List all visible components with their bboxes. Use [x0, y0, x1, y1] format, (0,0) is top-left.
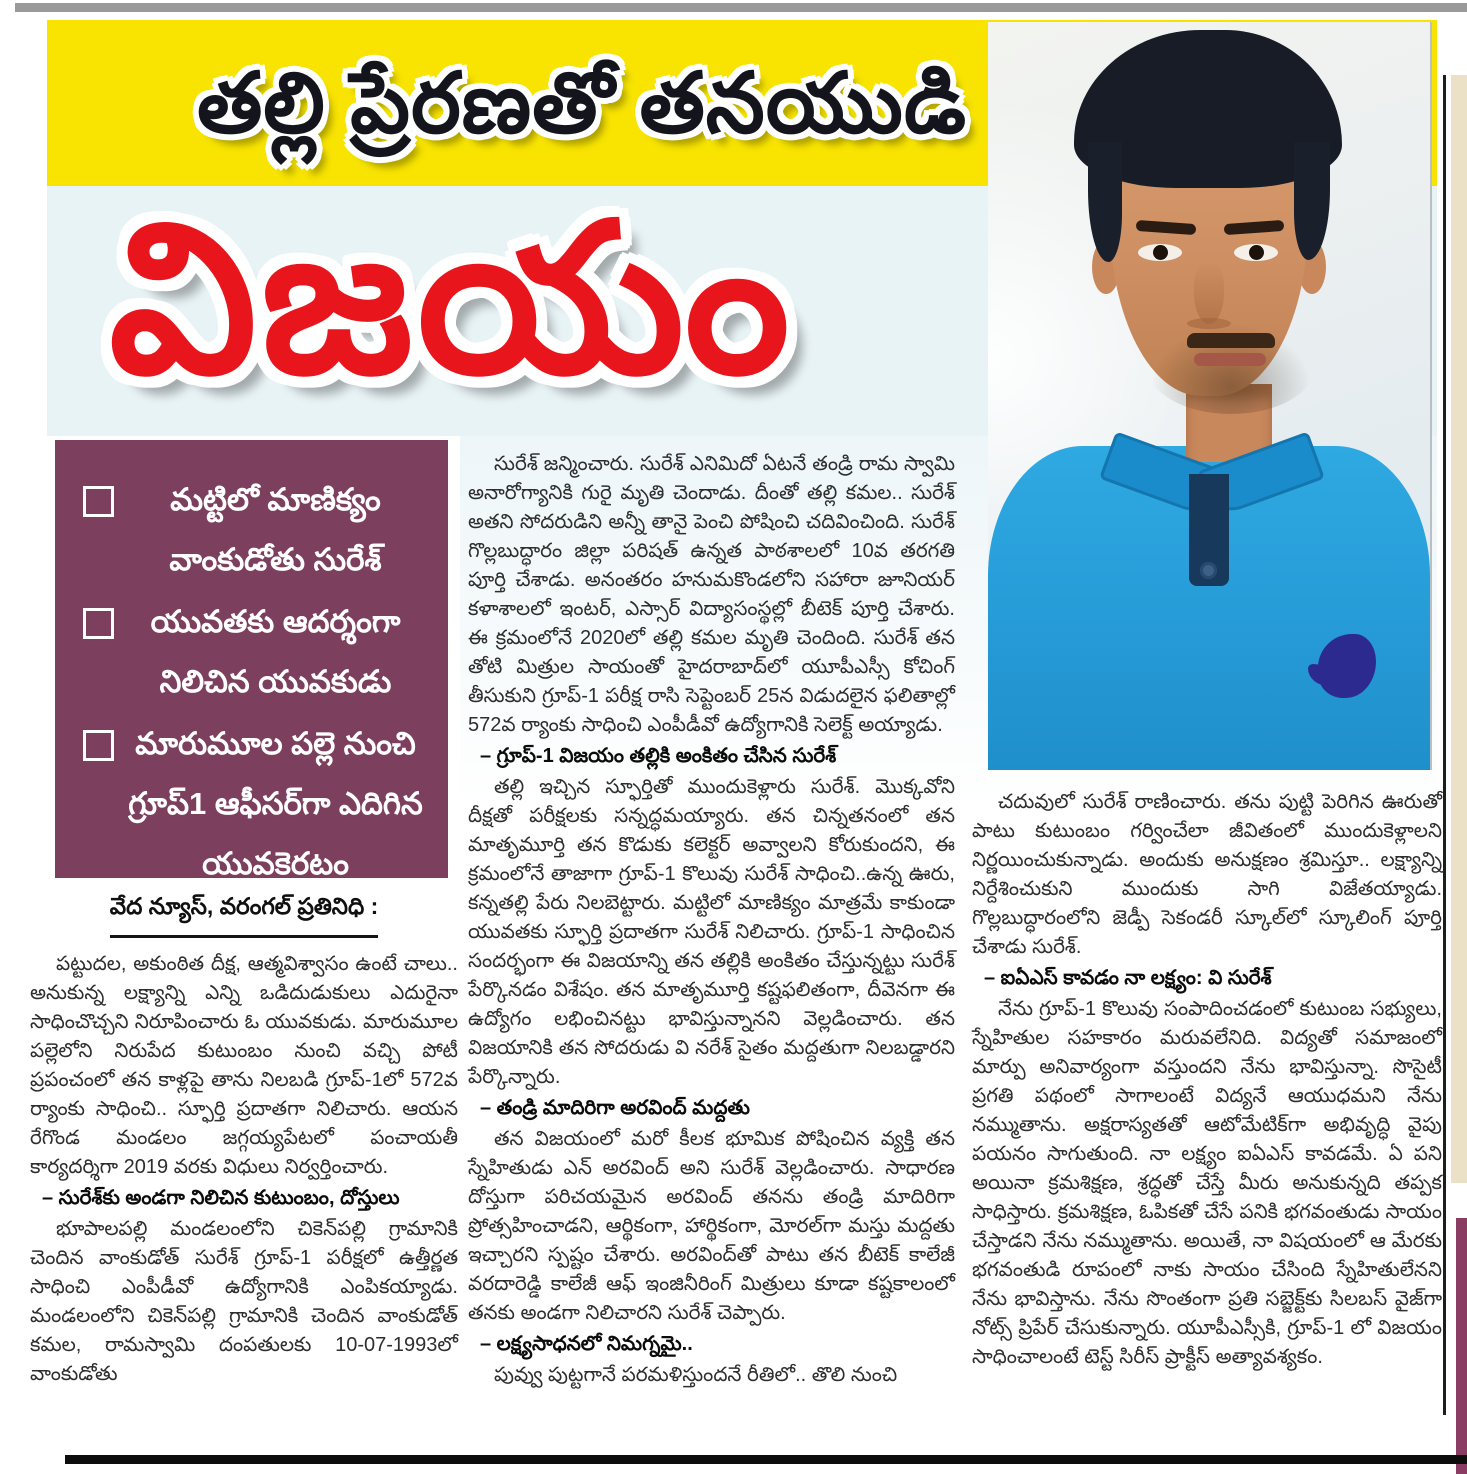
- article-column-3: [972, 788, 1442, 1372]
- right-eye-shape: [1234, 244, 1278, 261]
- byline-wrap: [30, 893, 458, 938]
- highlights-box: [55, 440, 448, 881]
- right-pupil: [1249, 245, 1264, 260]
- highlight-text: మట్టిలో మాణిక్యం వాంకుడోతు సురేశ్: [169, 482, 382, 577]
- bottom-divider-bar: [65, 1455, 1467, 1464]
- paragraph: చదువులో సురేశ్ రాణించారు. తను పుట్టి పెరిగిన ఊరుతో పాటు కుటుంబం గర్వించేలా జీవితంలో ముందుకెళ్లాలని నిర్ణయించుకున్నాడు. అందుకు అనుక్షణం శ్రమిస్తూ.. లక్ష్యాన్ని నిర్దేశించుకుని ముందుకు సాగి విజేతయ్యాడు. గొల్లబుద్ధారంలోని జెడ్పీ సెకండరీ స్కూల్‌లో స్కూలింగ్ పూర్తి చేశాడు సురేశ్.: [972, 791, 1442, 958]
- highlight-text: యువతకు ఆదర్శంగా నిలిచిన యువకుడు: [150, 604, 401, 699]
- checkbox-icon: [83, 730, 114, 761]
- paragraph: భూపాలపల్లి మండలంలోని చికెన్‌పల్లి గ్రామానికి చెందిన వాంకుడోత్ సురేశ్ గ్రూప్-1 పరీక్షలో ఉత్తీర్ణత సాధించి ఎంపీడీవో ఉద్యోగానికి ఎంపికయ్యాడు. మండలంలోని చికెన్‌పల్లి గ్రామానికి చెందిన వాంకుడోత్ కమల, రామస్వామి దంపతులకు 10-07-1993లో వాంకుడోతు: [30, 1218, 458, 1385]
- paragraph: సురేశ్ జన్మించారు. సురేశ్ ఎనిమిదో ఏటనే తండ్రి రామ స్వామి అనారోగ్యానికి గురై మృతి చెందాడు. దీంతో తల్లి కమల.. సురేశ్ అతని సోదరుడిని అన్నీ తానై పెంచి పోషించి చదివించింది. సురేశ్ గొల్లబుద్ధారం జిల్లా పరిషత్ ఉన్నత పాఠశాలలో 10వ తరగతి పూర్తి చేశాడు. అనంతరం హనుమకొండలోని సహారా జూనియర్ కళాశాలలో ఇంటర్, ఎస్సార్ విద్యాసంస్థల్లో బీటెక్ పూర్తి చేశారు. ఈ క్రమంలోనే 2020లో తల్లి కమల మృతి చెందింది. సురేశ్ తన తోటి మిత్రుల సాయంతో హైదరాబాద్‌లో యూపీఎస్సీ కోచింగ్ తీసుకుని గ్రూప్-1 పరీక్ష రాసి సెప్టెంబర్ 25న విడుదలైన ఫలితాల్లో 572వ ర్యాంకు సాధించి ఎంపీడీవో ఉద్యోగానికి సెలెక్ట్ అయ్యాడు.: [468, 453, 955, 736]
- highlight-item: [83, 592, 424, 712]
- right-beige-strip: [1451, 75, 1467, 1183]
- highlight-item: [83, 470, 424, 590]
- left-eye-shape: [1138, 244, 1182, 261]
- highlight-item: [83, 714, 424, 894]
- right-maroon-strip: [1456, 1218, 1467, 1474]
- subheading: – సురేశ్‌కు అండగా నిలిచిన కుటుంబం, దోస్తులు: [42, 1187, 400, 1209]
- byline: వేద న్యూస్, వరంగల్ ప్రతినిధి :: [110, 893, 378, 938]
- subheading: – లక్ష్యసాధనలో నిమగ్నమై..: [480, 1333, 693, 1355]
- portrait-photo: [988, 22, 1432, 770]
- left-pupil: [1153, 245, 1168, 260]
- paragraph: పట్టుదల, అకుంఠిత దీక్ష, ఆత్మవిశ్వాసం ఉంటే చాలు.. అనుకున్న లక్ష్యాన్ని ఎన్ని ఒడిదుడుకులు ఎదురైనా సాధించొచ్చని నిరూపించారు ఓ యువకుడు. మారుమూల పల్లెలోని నిరుపేద కుటుంబం నుంచి వచ్చి పోటీ ప్రపంచంలో తన కాళ్లపై తాను నిలబడి గ్రూప్-1లో 572వ ర్యాంకు సాధించి.. స్ఫూర్తి ప్రదాతగా నిలిచారు. ఆయన రేగొండ మండలం జగ్గయ్యపేటలో పంచాయతీ కార్యదర్శిగా 2019 వరకు విధులు నిర్వర్తించారు.: [30, 953, 458, 1178]
- right-column-rule: [1443, 75, 1446, 1415]
- main-title: విజయం: [109, 184, 794, 416]
- subheading: – ఐఏఎస్ కావడం నా లక్ష్యం: వి సురేశ్: [984, 967, 1272, 989]
- article-column-1: [30, 950, 458, 1389]
- paragraph: నేను గ్రూప్-1 కొలువు సంపాదించడంలో కుటుంబ సభ్యులు, స్నేహితుల సహకారం మరువలేనిది. విద్యతో సమాజంలో మార్పు అనివార్యంగా వస్తుందని నేను భావిస్తున్నా. సొసైటీ ప్రగతి పథంలో సాగాలంటే విద్యనే ఆయుధమని నేను నమ్ముతాను. అక్షరాస్యతతో ఆటోమేటిక్‌గా అభివృద్ధి వైపు పయనం సాగుతుంది. నా లక్ష్యం ఐఏఎస్ కావడమే. ఏ పని అయినా క్రమశిక్షణ, శ్రద్ధతో చేస్తే మీరు అనుకున్నది తప్పక సాధిస్తారు. క్రమశిక్షణ, ఓపికతో చేసే పనికి భగవంతుడు సాయం చేస్తాడని నేను నమ్ముతాను. అయితే, నా విషయంలో ఆ మేరకు భగవంతుడి రూపంలో నాకు సాయం చేసింది స్నేహితులేనని నేను భావిస్తాను. నేను సొంతంగా ప్రతి సబ్జెక్ట్‌కు సిలబస్ వైజ్‌గా నోట్స్ ప్రిపేర్ చేసుకున్నారు. యూపీఎస్సీకి, గ్రూప్-1 లో విజయం సాధించాలంటే టెస్ట్ సిరీస్ ప్రాక్టీస్ అత్యావశ్యకం.: [972, 998, 1442, 1368]
- checkbox-icon: [83, 608, 114, 639]
- top-divider-bar: [15, 3, 1467, 12]
- highlight-text: మారుమూల పల్లె నుంచి గ్రూప్1 ఆఫీసర్‌గా ఎదిగిన యువకెరటం: [128, 726, 423, 881]
- hair-side-right: [1294, 142, 1330, 260]
- paragraph: తన విజయంలో మరో కీలక భూమిక పోషించిన వ్యక్తి తన స్నేహితుడు ఎన్ అరవింద్ అని సురేశ్ వెల్లడించారు. సాధారణ దోస్తుగా పరిచయమైన అరవింద్ తనను తండ్రి మాదిరిగా ప్రోత్సహించాడని, ఆర్థికంగా, హార్థికంగా, మోరల్‌గా మస్తు మద్దతు ఇచ్చారని స్పష్టం చేశారు. అరవింద్‌తో పాటు తన బీటెక్ కాలేజీ వరదారెడ్డి కాలేజీ ఆఫ్ ఇంజినీరింగ్ మిత్రులు కూడా కష్టకాలంలో తనకు అండగా నిలిచారని సురేశ్ చెప్పారు.: [468, 1128, 955, 1324]
- subheading: – తండ్రి మాదిరిగా అరవింద్ మద్దతు: [480, 1097, 750, 1119]
- subheading: – గ్రూప్-1 విజయం తల్లికి అంకితం చేసిన సురేశ్: [480, 745, 837, 767]
- paragraph: తల్లి ఇచ్చిన స్ఫూర్తితో ముందుకెళ్లారు సురేశ్. మొక్కవోని దీక్షతో పరీక్షలకు సన్నద్ధమయ్యారు. తన చిన్నతనంలో తన మాతృమూర్తి తన కొడుకు కలెక్టర్ అవ్వాలని కోరుకుందని, ఈ క్రమంలోనే తాజాగా గ్రూప్-1 కొలువు సురేశ్ సాధించి..ఉన్న ఊరు, కన్నతల్లి పేరు నిలబెట్టారు. మట్టిలో మాణిక్యం మాత్రమే కాకుండా యువతకు స్ఫూర్తి ప్రదాతగా సురేశ్ నిలిచారు. గ్రూప్-1 సాధించిన సందర్భంగా ఈ విజయాన్ని తన తల్లికి అంకితం చేస్తున్నట్టు సురేశ్ పేర్కొనడం విశేషం. తన మాతృమూర్తి కష్టఫలితంగా, దీవెనగా ఈ ఉద్యోగం లభించినట్టు భావిస్తున్నానని వెల్లడించారు. తన విజయానికి తన సోదరుడు వి నరేశ్ సైతం మద్దతుగా నిలబడ్డారని పేర్కొన్నారు.: [468, 776, 955, 1088]
- mouth-shape: [1194, 353, 1266, 366]
- mustache-shape: [1187, 333, 1275, 348]
- checkbox-icon: [83, 486, 114, 517]
- nose-shape: [1194, 262, 1224, 324]
- paragraph: పువ్వు పుట్టగానే పరమళిస్తుందనే రీతిలో.. తొలి నుంచి: [494, 1364, 898, 1386]
- hair-side-left: [1088, 142, 1122, 262]
- article-column-2: [468, 450, 955, 1390]
- shirt-button-shape: [1200, 562, 1217, 579]
- kicker-headline: తల్లి ప్రేరణతో తనయుడి: [196, 56, 968, 150]
